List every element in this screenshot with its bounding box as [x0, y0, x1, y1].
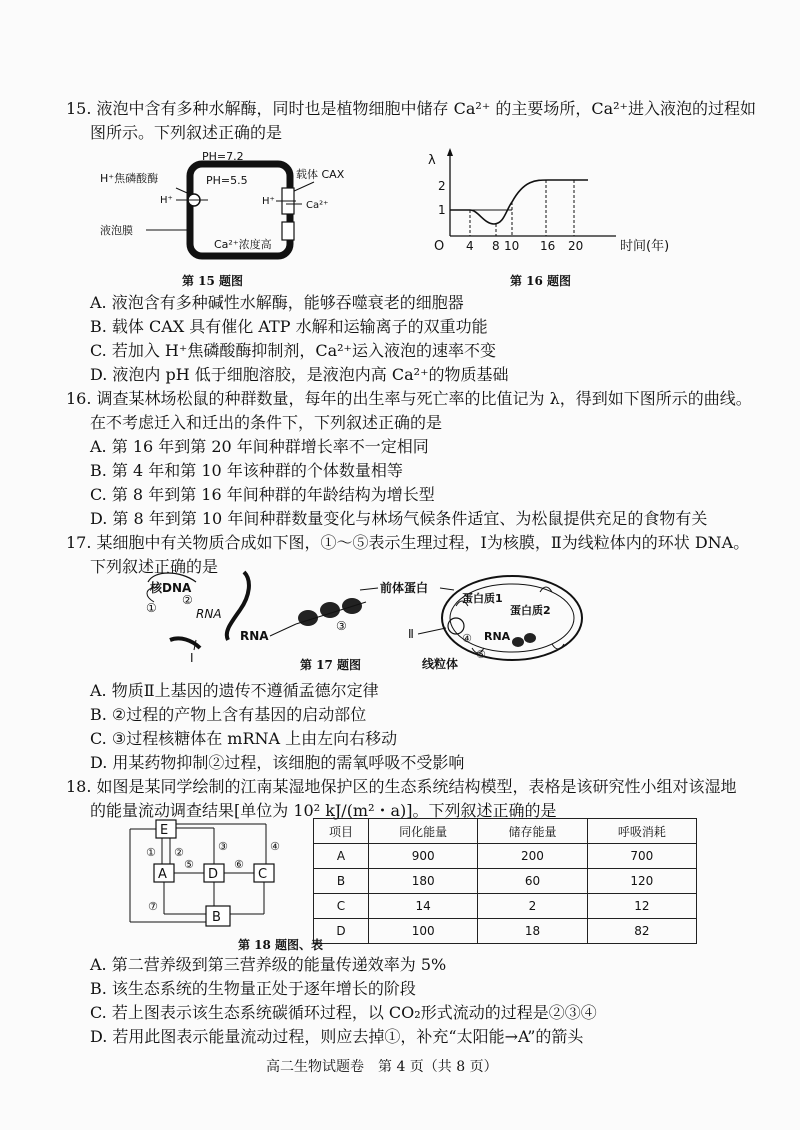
- q16-option-d: D. 第 8 年到第 10 年间种群数量变化与林场气候条件适宜、为松鼠提供充足的食物有关: [90, 509, 708, 528]
- q18-option-b: B. 该生态系统的生物量正处于逐年增长的阶段: [90, 979, 416, 998]
- q18-label-d: D: [208, 867, 219, 882]
- q17-synthesis-figure: [140, 566, 700, 672]
- table-cell: D: [314, 919, 369, 944]
- page-footer: 高二生物试题卷 第 4 页（共 8 页）: [266, 1059, 498, 1075]
- q17-caption: 第 17 题图: [300, 658, 362, 672]
- q17-stem-line1: 17. 某细胞中有关物质合成如下图，①～⑤表示生理过程，Ⅰ为核膜，Ⅱ为线粒体内的环状 DNA。: [66, 533, 750, 552]
- q17-nuc-dna: 核DNA: [150, 581, 192, 595]
- q17-process-2: ②: [182, 593, 193, 607]
- q16-xtick-20: 20: [568, 239, 584, 253]
- q17-option-c: C. ③过程核糖体在 mRNA 上由左向右移动: [90, 729, 398, 748]
- q17-roman-2: Ⅱ: [408, 627, 414, 641]
- q16-stem-line1: 16. 调查某林场松鼠的种群数量，每年的出生率与死亡率的比值记为 λ，得到如下图所示的曲线。: [66, 389, 752, 408]
- table-cell: A: [314, 844, 369, 869]
- q18-caption: 第 18 题图、表: [238, 938, 324, 952]
- q15-ca-label: Ca²⁺: [306, 200, 329, 211]
- table-row: [314, 919, 697, 944]
- table-row: [314, 844, 697, 869]
- q16-xtick-4: 4: [466, 239, 474, 253]
- table-cell: 18: [478, 919, 587, 944]
- table-cell: 2: [478, 894, 587, 919]
- q16-xtick-10: 10: [504, 239, 520, 253]
- q16-origin: O: [434, 239, 445, 254]
- q15-carrier-label: 载体 CAX: [296, 168, 345, 181]
- q17-process-3: ③: [336, 619, 347, 633]
- q18-option-d: D. 若用此图表示能量流动过程，则应去掉①，补充“太阳能→A”的箭头: [90, 1027, 584, 1046]
- q18-label-b: B: [212, 910, 221, 925]
- q17-protein-2: 蛋白质2: [510, 604, 551, 617]
- q15-stem-line1: 15. 液泡中含有多种水解酶，同时也是植物细胞中储存 Ca²⁺ 的主要场所，Ca²⁺进入液泡的过程如: [66, 99, 756, 118]
- q17-process-1: ①: [146, 601, 157, 615]
- q16-lambda-curve: [450, 180, 588, 224]
- q18-n2: ②: [174, 846, 184, 859]
- table-cell: 180: [369, 869, 478, 894]
- q15-membrane-label: 液泡膜: [100, 224, 133, 237]
- q17-roman-1: Ⅰ: [190, 651, 194, 665]
- q15-h-right: H⁺: [262, 196, 275, 207]
- q15-ph-in: PH=5.5: [206, 174, 248, 187]
- q18-n6: ⑥: [234, 858, 244, 871]
- q15-stem-line2: 图所示。下列叙述正确的是: [90, 123, 283, 142]
- q16-option-a: A. 第 16 年到第 20 年间种群增长率不一定相同: [90, 437, 429, 456]
- table-cell: 12: [587, 894, 696, 919]
- table-header-cell: 同化能量: [369, 819, 478, 844]
- q16-xtick-8: 8: [492, 239, 500, 253]
- q18-option-c: C. 若上图表示该生态系统碳循环过程，以 CO₂形式流动的过程是②③④: [90, 1003, 597, 1022]
- q17-option-d: D. 用某药物抑制②过程，该细胞的需氧呼吸不受影响: [90, 753, 465, 772]
- table-row: [314, 869, 697, 894]
- q15-ph-out: PH=7.2: [202, 150, 244, 163]
- q18-ecosystem-figure: [126, 814, 304, 932]
- table-cell: 900: [369, 844, 478, 869]
- q18-n5: ⑤: [184, 858, 194, 871]
- table-cell: 200: [478, 844, 587, 869]
- q16-ylabel: λ: [428, 153, 436, 168]
- table-cell: 100: [369, 919, 478, 944]
- table-header-cell: 储存能量: [478, 819, 587, 844]
- q15-caption: 第 15 题图: [182, 274, 244, 288]
- q18-stem-line1: 18. 如图是某同学绘制的江南某湿地保护区的生态系统结构模型，表格是该研究性小组对该湿地: [66, 777, 737, 796]
- q18-n7: ⑦: [148, 900, 158, 913]
- table-header-row: [314, 819, 697, 844]
- table-cell: 120: [587, 869, 696, 894]
- table-cell: B: [314, 869, 369, 894]
- q15-conc-label: Ca²⁺浓度高: [214, 238, 272, 251]
- table-cell: 60: [478, 869, 587, 894]
- q17-precursor: 前体蛋白: [380, 581, 429, 595]
- q15-h-left: H⁺: [160, 195, 173, 206]
- q17-rna-1: RNA: [196, 607, 222, 621]
- q18-n1: ①: [146, 846, 156, 859]
- q17-process-5: ⑤: [476, 648, 486, 661]
- q17-protein-1: 蛋白质1: [462, 592, 503, 605]
- q17-option-a: A. 物质Ⅱ上基因的遗传不遵循孟德尔定律: [90, 681, 379, 700]
- q17-mito-label: 线粒体: [422, 657, 459, 671]
- q16-stem-line2: 在不考虑迁入和迁出的条件下，下列叙述正确的是: [90, 413, 443, 432]
- q18-n4: ④: [270, 840, 280, 853]
- q17-rna-3: RNA: [484, 630, 511, 643]
- q18-label-e: E: [160, 823, 169, 838]
- q16-ytick-2: 2: [438, 179, 446, 193]
- q16-ytick-1: 1: [438, 203, 446, 217]
- q18-label-c: C: [258, 867, 268, 882]
- q16-option-b: B. 第 4 年和第 10 年该种群的个体数量相等: [90, 461, 403, 480]
- q16-option-c: C. 第 8 年到第 16 年间种群的年龄结构为增长型: [90, 485, 435, 504]
- q17-stem-line2: 下列叙述正确的是: [90, 557, 219, 576]
- table-cell: 82: [587, 919, 696, 944]
- q17-process-4: ④: [462, 632, 472, 645]
- table-row: [314, 894, 697, 919]
- q18-label-a: A: [158, 867, 167, 882]
- q15-option-b: B. 载体 CAX 具有催化 ATP 水解和运输离子的双重功能: [90, 317, 488, 336]
- q18-energy-table: [313, 818, 697, 944]
- q15-vacuole-figure: [96, 146, 345, 262]
- q16-lambda-chart: [420, 148, 700, 258]
- q16-xlabel: 时间(年): [620, 239, 670, 254]
- table-cell: 700: [587, 844, 696, 869]
- q16-caption: 第 16 题图: [510, 274, 572, 288]
- table-header-cell: 呼吸消耗: [587, 819, 696, 844]
- q18-option-a: A. 第二营养级到第三营养级的能量传递效率为 5%: [90, 955, 447, 974]
- table-cell: C: [314, 894, 369, 919]
- q18-stem-line2: 的能量流动调查结果[单位为 10² kJ/(m²・a)]。下列叙述正确的是: [90, 801, 557, 820]
- q15-option-d: D. 液泡内 pH 低于细胞溶胶，是液泡内高 Ca²⁺的物质基础: [90, 365, 509, 384]
- q17-rna-2: RNA: [240, 629, 269, 643]
- table-cell: 14: [369, 894, 478, 919]
- table-header-cell: 项目: [314, 819, 369, 844]
- q18-n3: ③: [218, 840, 228, 853]
- q16-xtick-16: 16: [540, 239, 556, 253]
- q15-option-a: A. 液泡含有多种碱性水解酶，能够吞噬衰老的细胞器: [90, 293, 464, 312]
- q15-option-c: C. 若加入 H⁺焦磷酸酶抑制剂，Ca²⁺运入液泡的速率不变: [90, 341, 496, 360]
- q17-option-b: B. ②过程的产物上含有基因的启动部位: [90, 705, 367, 724]
- q15-pump-label: H⁺焦磷酸酶: [100, 172, 159, 185]
